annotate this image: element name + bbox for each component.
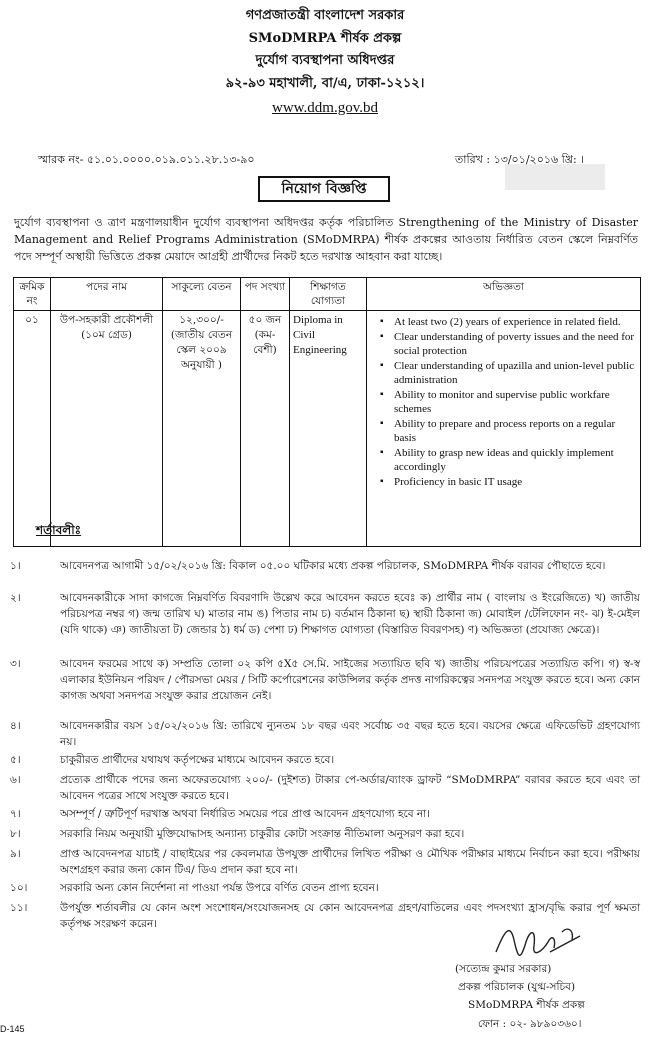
cell-experience xyxy=(367,311,641,547)
condition-text: চাকুরীরত প্রার্থীদের যথাযথ কর্তৃপক্ষের মাধ্যমে আবেদন করতে হবে। xyxy=(60,754,335,766)
vacancy-table xyxy=(13,277,641,547)
condition-text: উপর্যুক্ত শর্তাবলীর যে কোন অংশ সংশোধন/সংযোজনসহ যে কোন আবেদনপত্র গ্রহণ/বাতিলের এবং পদসংখ্যা হ্রাস/বৃদ্ধি করার পূর্ণ ক্ষমতা কর্তৃপক্ষ সংরক্ষণ করেন। xyxy=(60,902,640,930)
experience-item: ▪ Ability to monitor and supervise public workfare schemes xyxy=(384,388,637,416)
signatory-phone: ফোন : ০২- ৯৮৯০৩৬০। xyxy=(478,1018,582,1030)
condition-number: ৪। xyxy=(10,720,21,732)
experience-item: ▪ Clear understanding of upazilla and union-level public administration xyxy=(384,359,637,387)
condition-text: প্রত্যেক প্রার্থীকে পদের জন্য অফেরতযোগ্য ২০০/- (দুইশত) টাকার পে-অর্ডার/ব্যাংক ড্রাফট “SMoDMRPA” বরাবর করতে হবে এবং তা আবেদন পত্রের সাথে সংযুক্ত করতে হবে। xyxy=(60,774,640,802)
condition-number: ৭। xyxy=(10,808,21,820)
experience-item: ▪ Proficiency in basic IT usage xyxy=(384,475,637,489)
signature-scribble xyxy=(490,912,590,967)
experience-item: ▪ At least two (2) years of experience in related field. xyxy=(384,315,637,329)
condition-number: ৮। xyxy=(10,828,21,840)
cell-vacancy: ৫০ জন (কম-বেশী) xyxy=(241,311,290,547)
table-header-row xyxy=(14,278,641,311)
document-code: D-145 xyxy=(0,1024,25,1034)
cell-education: Diploma in Civil Engineering xyxy=(290,311,367,547)
header-post: পদের নাম xyxy=(51,278,163,311)
conditions-heading: শর্তাবলীঃ xyxy=(36,523,82,537)
signatory-name: (সত্যেন্দ্র কুমার সরকার) xyxy=(455,963,552,975)
condition-number: ৫। xyxy=(10,754,21,766)
condition-text: সরকারি নিয়ম অনুযায়ী মুক্তিযোদ্ধাসহ অন্যান্য চাকুরীর কোটা সংক্রান্ত নীতিমালা অনুসরণ করা হবে। xyxy=(60,828,465,840)
memo-reference: স্মারক নং- ৫১.০১.০০০০.০১৯.০১১.২৮.১৩-৯০ xyxy=(38,153,255,166)
intro-paragraph: দুর্যোগ ব্যবস্থাপনা ও ত্রাণ মন্ত্রণালয়াধীন দুর্যোগ ব্যবস্থাপনা অধিদপ্তর কর্তৃক পরিচালিত Strengthening of the Ministry of Disaster Management and Relief Programs Administration (SMoDMRPA) শীর্ষক প্রকল্পের আওতায় নির্ধারিত বেতন স্কেলে নিম্নবর্ণিত পদে সম্পূর্ণ অস্থায়ী ভিত্তিতে প্রকল্প মেয়াদে আগ্রহী প্রার্থীদের নিকট হতে দরখাস্ত আহবান করা যাচ্ছে। xyxy=(14,216,638,263)
experience-item: ▪ Ability to grasp new ideas and quickly implement accordingly xyxy=(384,446,637,474)
condition-text: অসম্পূর্ণ / ত্রুটিপূর্ণ দরখাস্ত অথবা নির্ধারিত সময়ের পরে প্রাপ্ত আবেদন গ্রহণযোগ্য হবে না। xyxy=(60,808,430,820)
condition-number: ১০। xyxy=(10,882,28,894)
cell-salary: ১২,৩০০/- (জাতীয় বেতন স্কেল ২০০৯ অনুযায়ী ) xyxy=(163,311,241,547)
condition-number: ২। xyxy=(10,592,21,604)
cell-post: উপ-সহকারী প্রকৌশলী (১০ম গ্রেড) xyxy=(51,311,163,547)
condition-text: আবেদনপত্র আগামী ১৫/০২/২০১৬ খ্রি: বিকাল ০৫.০০ ঘটিকার মধ্যে প্রকল্প পরিচালক, SMoDMRPA শীর্ষক বরাবর পৌছাতে হবে। xyxy=(60,560,606,572)
condition-text: আবেদনকারীর বয়স ১৫/০২/২০১৬ খ্রি: তারিখে ন্যুনতম ১৮ বছর এবং সর্বোচ্চ ৩৫ বছর হতে হবে। বয়সের ক্ষেত্রে এফিডেভিট গ্রহণযোগ্য নয়। xyxy=(60,720,640,748)
signatory-project: SMoDMRPA শীর্ষক প্রকল্প xyxy=(468,999,585,1011)
experience-item: ▪ Ability to prepare and process reports on a regular basis xyxy=(384,417,637,445)
website-link[interactable]: www.ddm.gov.bd xyxy=(272,100,378,116)
department-header-line: দুর্যোগ ব্যবস্থাপনা অধিদপ্তর xyxy=(255,53,395,68)
condition-text: সরকারি অন্য কোন নির্দেশনা না পাওয়া পর্যন্ত উপরে বর্ণিত বেতন প্রাপ্য হবেন। xyxy=(60,882,379,894)
header-salary: সাকুল্যে বেতন xyxy=(163,278,241,311)
experience-item: ▪ Clear understanding of poverty issues and the need for social protection xyxy=(384,330,637,358)
header-education: শিক্ষাগত যোগ্যতা xyxy=(290,278,367,311)
experience-list xyxy=(370,313,637,489)
signatory-designation: প্রকল্প পরিচালক (যুগ্ম-সচিব) xyxy=(458,981,576,993)
condition-text: প্রাপ্ত আবেদনপত্র যাচাই / বাছাইয়ের পর কেবলমাত্র উপযুক্ত প্রার্থীদের লিখিত পরীক্ষা ও মৌখিক পরীক্ষার মাধ্যমে নির্বাচন করা হবে। পরীক্ষায় অংশগ্রহণ করার জন্য কোন টিএ/ ডিএ প্রদান করা হবে না। xyxy=(60,848,640,876)
cell-serial: ০১ xyxy=(14,311,51,547)
condition-text: আবেদনকারীকে সাদা কাগজে নিম্নবর্ণিত বিবরণাদি উল্লেখ করে আবেদন করতে হবেঃ ক) প্রার্থীর নাম ( বাংলায় ও ইংরেজিতে) খ) জাতীয় পরিচয়পত্র নম্বর গ) জন্ম তারিখ ঘ) মাতার নাম ঙ) পিতার নাম চ) বর্তমান ঠিকানা ছ) স্থায়ী ঠিকানা জ) মোবাইল /টেলিফোন নং- ঝ) ই-মেইল (যদি থাকে) ঞ) জাতীয়তা ট) জেন্ডার ঠ) ধর্ম ড) পেশা ঢ) শিক্ষাগত যোগ্যতা (বিস্তারিত বিবরণসহ) ণ) অভিজ্ঞতা (প্রযোজ্য ক্ষেত্রে)। xyxy=(60,592,640,636)
condition-number: ১১। xyxy=(10,902,28,914)
address-line: ৯২-৯৩ মহাখালী, বা/এ, ঢাকা-১২১২। xyxy=(225,76,425,91)
condition-number: ৩। xyxy=(10,658,21,670)
condition-text: আবেদন ফরমের সাথে ক) সম্প্রতি তোলা ০২ কপি ৫X৫ সে.মি. সাইজের সত্যায়িত ছবি খ) জাতীয় পরিচয়পত্রের সত্যায়িত কপি। গ) স্ব-স্ব এলাকার ইউনিয়ন পরিষদ / পৌরসভা মেয়র / সিটি কর্পোরেশনের কাউন্সিলর কর্তৃক প্রদত্ত নাগরিকত্বের সনদপত্র সংযুক্ত করতে হবে। অন্য কোন কাগজ অথবা সনদপত্র সংযুক্ত করার প্রয়োজন নেই। xyxy=(60,658,640,702)
notice-title: নিয়োগ বিজ্ঞপ্তি xyxy=(258,176,390,202)
project-header-line: SMoDMRPA শীর্ষক প্রকল্প xyxy=(248,31,402,46)
condition-number: ১। xyxy=(10,560,21,572)
memo-date: তারিখ : ১৩/০১/২০১৬ খ্রি: । xyxy=(455,153,585,166)
table-row xyxy=(14,311,641,547)
header-vacancy: পদ সংখ্যা xyxy=(241,278,290,311)
condition-number: ৯। xyxy=(10,848,21,860)
header-serial: ক্রমিক নং xyxy=(14,278,51,311)
org-header-line1: গণপ্রজাতন্ত্রী বাংলাদেশ সরকার xyxy=(245,8,405,23)
condition-number: ৬। xyxy=(10,774,21,786)
header-experience: অভিজ্ঞতা xyxy=(367,278,641,311)
